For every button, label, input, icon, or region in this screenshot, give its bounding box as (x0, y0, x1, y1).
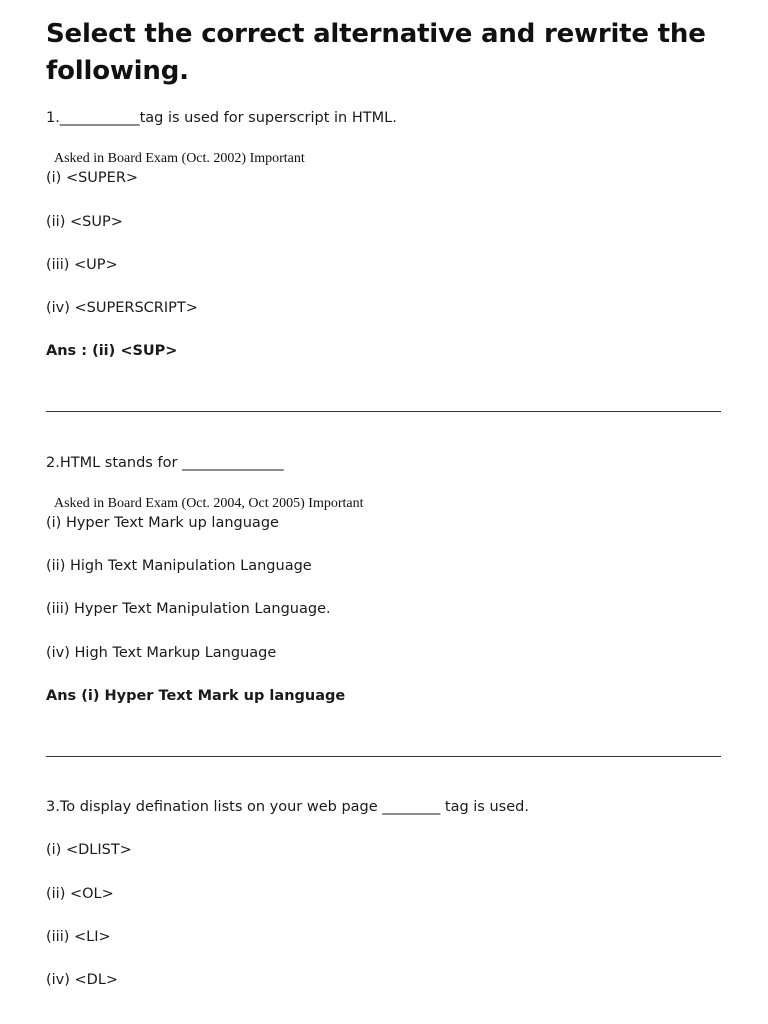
question-2-option-4: (iv) High Text Markup Language (46, 645, 277, 661)
question-1-option-2: (ii) <SUP> (46, 214, 123, 230)
question-3-text: 3.To display defination lists on your web page ________ tag is used. (46, 799, 529, 815)
question-2-option-3: (iii) Hyper Text Manipulation Language. (46, 601, 331, 617)
question-3-option-2: (ii) <OL> (46, 886, 114, 902)
question-2-option-1: (i) Hyper Text Mark up language (46, 515, 279, 531)
question-3-option-1: (i) <DLIST> (46, 842, 132, 858)
question-1-option-3: (iii) <UP> (46, 257, 118, 273)
question-2-note: Asked in Board Exam (Oct. 2004, Oct 2005) Important (54, 496, 364, 511)
question-3-option-4: (iv) <DL> (46, 972, 119, 988)
question-2-answer: Ans (i) Hyper Text Mark up language (46, 688, 346, 704)
question-1-note: Asked in Board Exam (Oct. 2002) Important (54, 151, 305, 166)
question-3-option-3: (iii) <LI> (46, 929, 111, 945)
divider-1 (46, 411, 721, 412)
divider-2 (46, 756, 721, 757)
question-1-text: 1.___________tag is used for superscript in HTML. (46, 110, 397, 126)
question-1-option-4: (iv) <SUPERSCRIPT> (46, 300, 198, 316)
question-1-answer: Ans : (ii) <SUP> (46, 343, 178, 359)
question-2-text: 2.HTML stands for ______________ (46, 455, 284, 471)
page-title: Select the correct alternative and rewrite the following. (46, 19, 706, 86)
question-1-option-1: (i) <SUPER> (46, 170, 139, 186)
question-2-option-2: (ii) High Text Manipulation Language (46, 558, 312, 574)
